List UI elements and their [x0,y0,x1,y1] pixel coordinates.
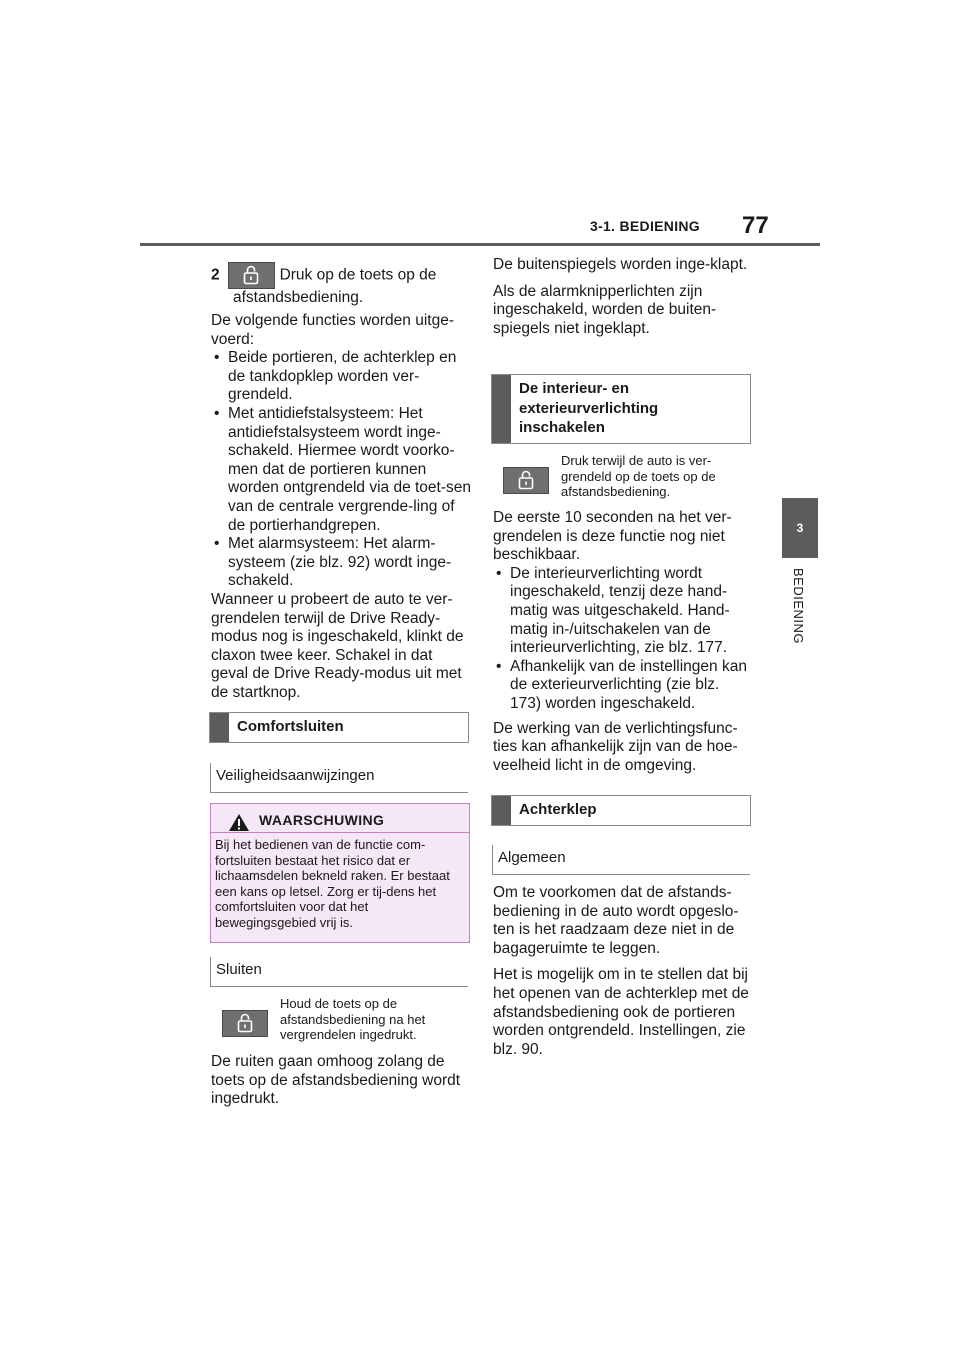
running-header-section: 3-1. BEDIENING [590,218,700,234]
section-heading-bar [492,375,511,443]
subheading-safety: Veiligheidsaanwijzingen [216,767,375,784]
tailgate-paragraph-2: Het is mogelijk om in te stellen dat bij het openen van de achterklep met de afstandsbediening ook de portieren worden ontgrendeld. Instellingen, zie blz. 90. [493,966,749,1058]
functions-intro: De volgende functies worden uitge-voerd: [211,312,454,348]
header-rule [140,243,820,246]
warning-divider [211,832,469,833]
subheading-close: Sluiten [216,961,262,978]
chapter-tab [782,498,818,558]
section-heading-text: Comfortsluiten [237,718,344,735]
lock-icon [237,1013,253,1033]
lock-icon [518,470,534,490]
subheading-rule [492,874,750,875]
list-item: • De interieurverlichting wordt ingeschakeld, tenzij deze hand-matig was uitgeschakeld. Hand-matig in-/uitschakelen van de interieurverlichting, zie blz. 177. [493,565,753,658]
mirrors-block [493,256,753,338]
list-item: • Beide portieren, de achterklep en de tankdopklep worden ver-grendeld. [211,349,471,405]
chapter-side-label [781,568,817,668]
mirrors-paragraph: De buitenspiegels worden inge-klapt. [493,256,748,273]
subheading-marker [492,845,493,874]
hazard-paragraph: Als de alarmknipperlichten zijn ingeschakeld, worden de buiten-spiegels niet ingeklapt. [493,282,717,337]
chapter-side-label-text: BEDIENING [791,568,806,645]
tailgate-paragraph-1: Om te voorkomen dat de afstands-bediening in de auto wordt opgeslo-ten is het raadzaam deze niet in de bagageruimte te leggen. [493,884,739,957]
subheading-rule [210,986,468,987]
subheading-marker [210,763,211,792]
lock-key [503,467,549,494]
subheading-rule [210,792,468,793]
section-heading-bar [492,796,511,825]
section-heading-lights [491,374,751,444]
step-number: 2 [211,266,220,284]
list-item: • Met antidiefstalsysteem: Het antidiefstalsysteem wordt inge-schakeld. Hiermee wordt voorko-men dat de portieren kunnen worden ontgrendeld via de toet-sen van de centrale vergrende-ling of de portierhandgrepen. [211,405,471,535]
close-icon-text: Houd de toets op de afstandsbediening na het vergrendelen ingedrukt. [280,996,426,1042]
section-heading-text: Achterklep [519,801,597,818]
section-heading-bar [210,713,229,742]
chapter-tab-number: 3 [796,521,804,535]
subheading-general: Algemeen [498,849,566,866]
drive-ready-paragraph: Wanneer u probeert de auto te ver-grendelen terwijl de Drive Ready-modus nog is ingeschakeld, klinkt de claxon twee keer. Schakel in dat geval de Drive Ready-modus uit met de startknop. [211,590,464,701]
list-item: • Met alarmsysteem: Het alarm-systeem (zie blz. 92) wordt inge-schakeld. [211,535,471,591]
lock-icon [243,265,259,285]
close-paragraph: De ruiten gaan omhoog zolang de toets op de afstandsbediening wordt ingedrukt. [211,1053,461,1108]
lights-icon-text: Druk terwijl de auto is ver-grendeld op de toets op de afstandsbediening. [561,453,716,499]
lights-block [493,509,753,775]
section-heading-tailgate [491,795,751,826]
lock-key [228,262,275,289]
section-heading-text: De interieur- en exterieurverlichting inschakelen [519,380,659,436]
step-text-a: Druk op de toets op de [279,266,437,284]
step-2 [211,262,471,308]
warning-box [210,803,470,943]
lights-intro: De eerste 10 seconden na het ver-grendelen is deze functie nog niet beschikbaar. [493,509,732,564]
warning-triangle-icon [228,813,250,832]
lock-key [222,1010,268,1037]
page-number: 77 [742,212,769,239]
list-item: • Afhankelijk van de instellingen kan de exterieurverlichting (zie blz. 173) worden ingeschakeld. [493,658,753,714]
functions-block [211,312,471,702]
lights-note: De werking van de verlichtingsfunc-ties kan afhankelijk zijn van de hoe-veelheid licht in de omgeving. [493,719,738,774]
warning-title: WAARSCHUWING [259,812,385,828]
section-heading-comfort [209,712,469,743]
warning-body: Bij het bedienen van de functie com-fortsluiten bestaat het risico dat er lichaamsdelen bekneld raken. Er bestaat een kans op letsel. Zorg er tij-dens het comfortsluiten voor dat het bewegingsgebied vrij is. [215,837,450,930]
subheading-marker [210,957,211,986]
tailgate-block [493,884,753,1059]
step-text-b: afstandsbediening. [233,289,364,306]
